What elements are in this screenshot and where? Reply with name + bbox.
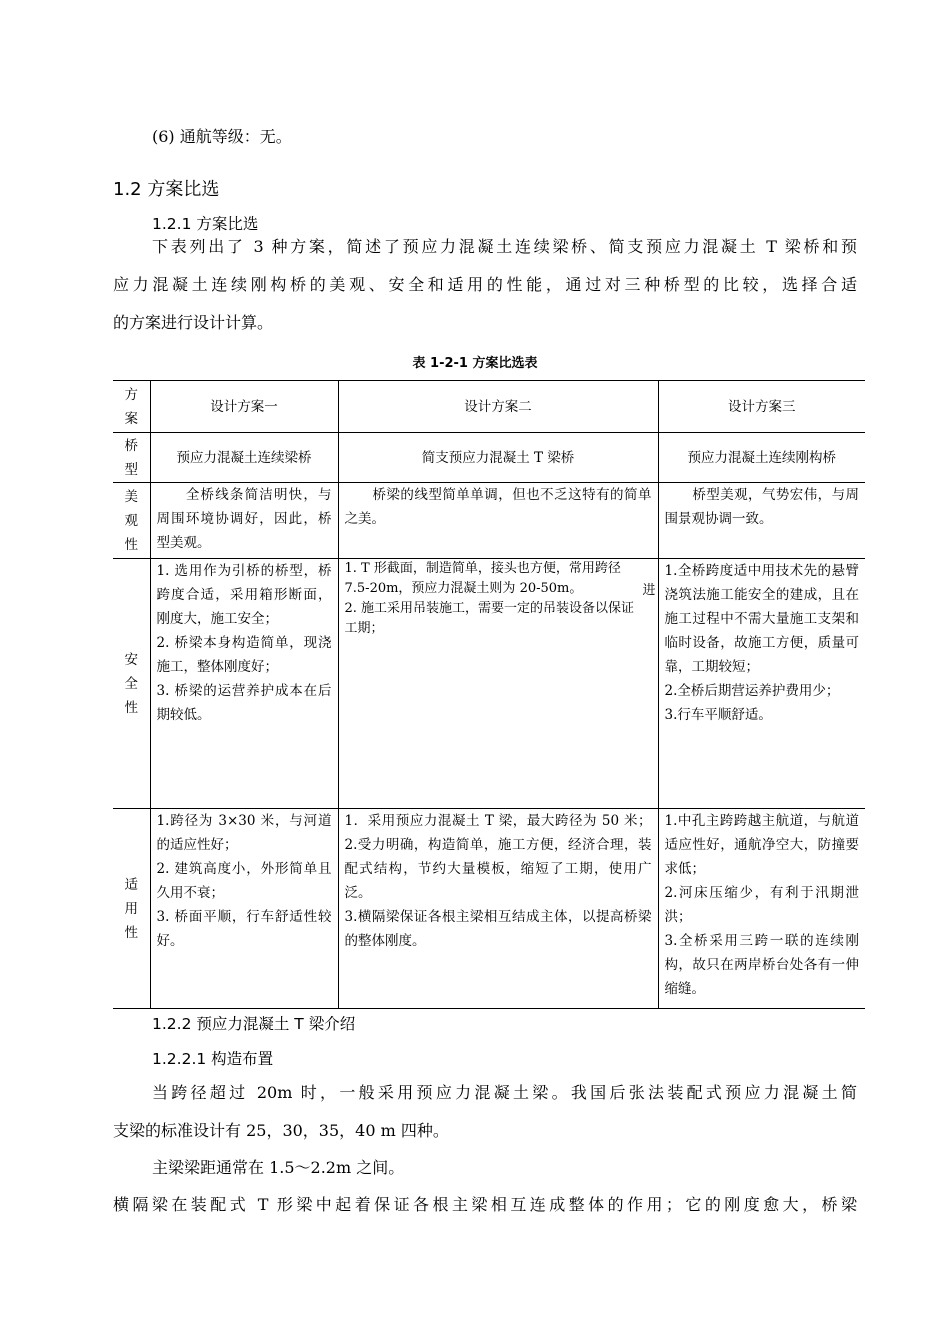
- para3: 主梁梁距通常在 1.5～2.2m 之间。: [152, 1158, 405, 1177]
- plan2-applicability: 1．采用预应力混凝土 T 梁，最大跨径为 50 米；2.受力明确，构造简单，施工方便，经济合理，装配式结构，节约大量模板，缩短了工期，使用广泛。 3.横隔梁保证各根主梁相互结成主体，以提高桥梁的整体刚度。: [338, 809, 658, 1009]
- plan1-aesthetics: 全桥线条简洁明快，与周围环境协调好，因此，桥型美观。: [150, 483, 338, 559]
- subsection-heading: 1.2.1 方案比选: [152, 215, 259, 233]
- para4: 横隔梁在装配式 T 形梁中起着保证各根主梁相互连成整体的作用；它的刚度愈大，桥梁: [113, 1195, 857, 1214]
- table-row-bridge-type: [113, 433, 865, 483]
- table-caption: 表 1-2-1 方案比选表: [412, 356, 538, 371]
- para2-line-1: 当跨径超过 20m 时，一般采用预应力混凝土梁。我国后张法装配式预应力混凝土简: [152, 1083, 857, 1102]
- plan3-aesthetics: 桥型美观，气势宏伟，与周围景观协调一致。: [658, 483, 865, 559]
- row-label-applicability: 适 用 性: [113, 809, 150, 1009]
- plan1-applicability: 1.跨径为 3×30 米，与河道的适应性好； 2. 建筑高度小，外形简单且久用不衰； 3. 桥面平顺，行车舒适性较好。: [150, 809, 338, 1009]
- comparison-table: [113, 380, 865, 1009]
- plan2-safety: 1. T 形截面，制造简单，接头也方便，常用跨径 7.5-20m，预应力混凝土则为 20-50m。 2. 施工采用吊装施工，需要一定的吊装设备以保证工期；: [344, 561, 635, 636]
- para2-line-2: 支梁的标准设计有 25，30，35，40 m 四种。: [113, 1121, 449, 1140]
- subsubsection-heading: 1.2.2.1 构造布置: [152, 1050, 274, 1068]
- subsection2-heading: 1.2.2 预应力混凝土 T 梁介绍: [152, 1015, 356, 1033]
- plan2-safety-side-note: 进: [642, 583, 656, 598]
- plan1-safety: 1. 选用作为引桥的桥型，桥跨度合适，采用箱形断面，刚度大，施工安全； 2. 桥梁本身构造简单，现浇施工，整体刚度好； 3. 桥梁的运营养护成本在后期较低。: [150, 559, 338, 809]
- plan3-header: 设计方案三: [658, 381, 865, 433]
- intro-line-2: 应力混凝土连续刚构桥的美观、安全和适用的性能，通过对三种桥型的比较，选择合适: [113, 275, 857, 294]
- table-header-row: [113, 381, 865, 433]
- intro-line-3: 的方案进行设计计算。: [113, 313, 274, 332]
- table-row-safety: [113, 559, 865, 809]
- plan1-header: 设计方案一: [150, 381, 338, 433]
- table-row-applicability: [113, 809, 865, 1009]
- plan2-aesthetics: 桥梁的线型简单单调，但也不乏这特有的简单之美。: [338, 483, 658, 559]
- table-row-aesthetics: [113, 483, 865, 559]
- row-label-safety: 安 全 性: [113, 559, 150, 809]
- section-heading: 1.2 方案比选: [113, 179, 220, 200]
- row-label-aesthetics: 美 观 性: [113, 483, 150, 559]
- navigation-grade-line: (6) 通航等级：无。: [152, 127, 292, 146]
- plan3-safety: 1.全桥跨度适中用技术先的悬臂浇筑法施工能安全的建成，且在施工过程中不需大量施工支架和临时设备，故施工方便，质量可靠，工期较短； 2.全桥后期营运养护费用少； 3.行车平顺舒适。: [658, 559, 865, 809]
- plan1-bridge-type: 预应力混凝土连续梁桥: [150, 433, 338, 483]
- plan2-bridge-type: 简支预应力混凝土 T 梁桥: [338, 433, 658, 483]
- plan3-bridge-type: 预应力混凝土连续刚构桥: [658, 433, 865, 483]
- plan2-header: 设计方案二: [338, 381, 658, 433]
- intro-line-1: 下表列出了 3 种方案，简述了预应力混凝土连续梁桥、简支预应力混凝土 T 梁桥和预: [152, 237, 857, 256]
- row-header-plan: 方 案: [113, 381, 150, 433]
- plan2-safety-cell: [338, 559, 658, 809]
- row-label-bridge-type: 桥 型: [113, 433, 150, 483]
- plan3-applicability: 1.中孔主跨跨越主航道，与航道适应性好，通航净空大，防撞要求低； 2.河床压缩少，有利于汛期泄洪； 3.全桥采用三跨一联的连续刚构，故只在两岸桥台处各有一伸缩缝。: [658, 809, 865, 1009]
